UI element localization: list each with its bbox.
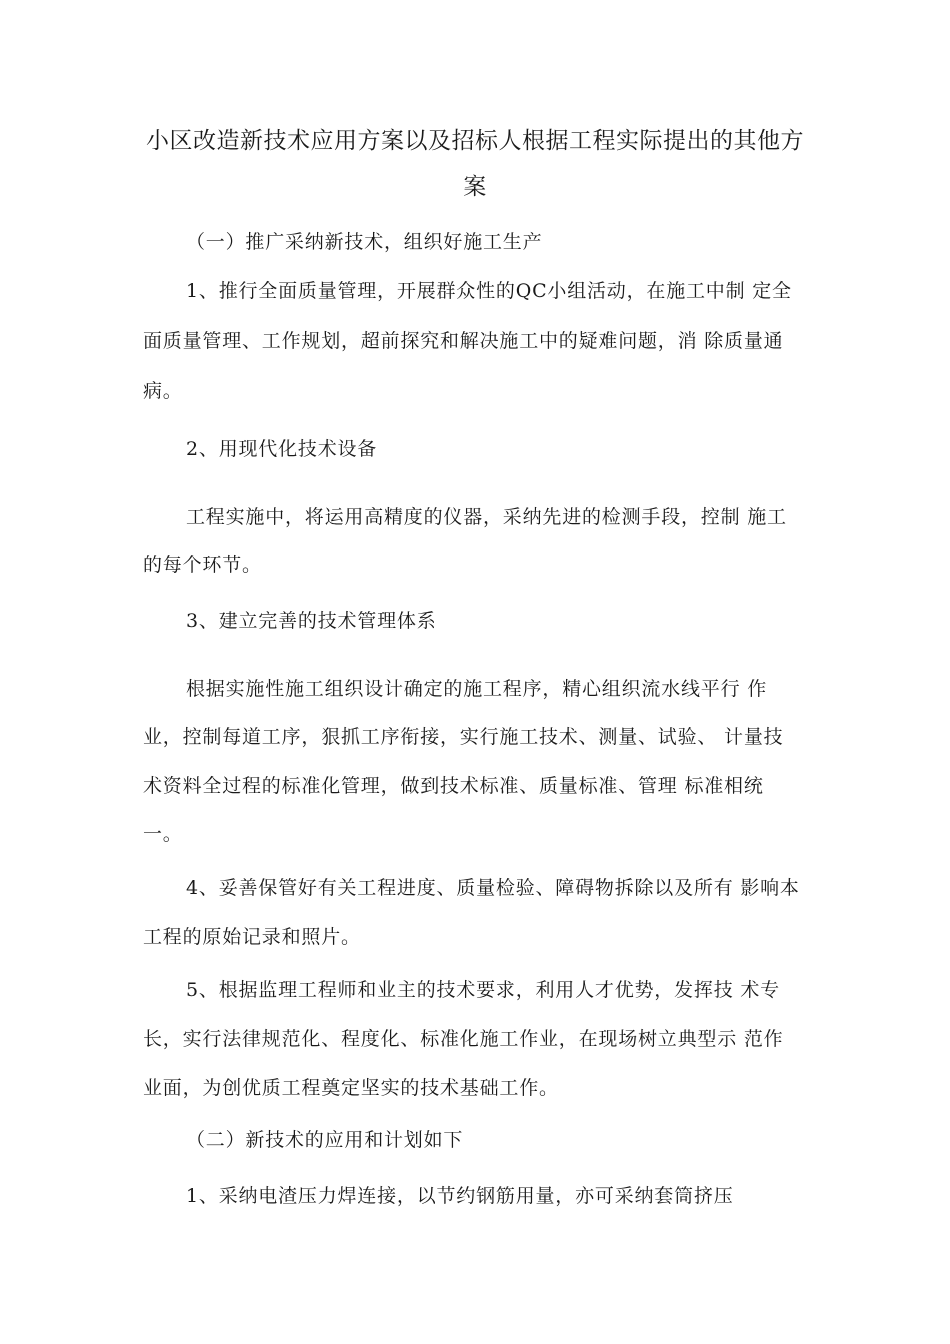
paragraph-3-line-4: 一。 [143,823,183,845]
paragraph-3-line-3: 术资料全过程的标准化管理，做到技术标准、质量标准、管理 标准相统 [143,775,764,797]
title-line-2: 案 [463,174,487,200]
paragraph-4-line-1: 4、妥善保管好有关工程进度、质量检验、障碍物拆除以及所有 影响本 [186,877,800,899]
title-line-1: 小区改造新技术应用方案以及招标人根据工程实际提出的其他方 [146,128,804,154]
paragraph-1-line-1: 1、推行全面质量管理，开展群众性的QC小组活动，在施工中制 定全 [186,280,792,302]
paragraph-3-line-2: 业，控制每道工序，狠抓工序衔接，实行施工技术、测量、试验、 计量技 [143,726,784,748]
paragraph-1-line-2: 面质量管理、工作规划，超前探究和解决施工中的疑难问题，消 除质量通 [143,330,784,352]
paragraph-1-line-3: 病。 [143,380,183,402]
paragraph-2-heading: 2、用现代化技术设备 [186,438,378,460]
paragraph-5-line-3: 业面，为创优质工程奠定坚实的技术基础工作。 [143,1077,559,1099]
paragraph-4-line-2: 工程的原始记录和照片。 [143,926,361,948]
document-title [140,118,810,210]
paragraph-3-heading: 3、建立完善的技术管理体系 [186,610,437,632]
section-heading-2: （二）新技术的应用和计划如下 [186,1129,464,1151]
paragraph-2-line-2: 的每个环节。 [143,554,262,576]
section-heading-1: （一）推广采纳新技术，组织好施工生产 [186,231,543,253]
paragraph-5-line-1: 5、根据监理工程师和业主的技术要求，利用人才优势，发挥技 术专 [186,979,780,1001]
paragraph-2-line-1: 工程实施中，将运用高精度的仪器，采纳先进的检测手段，控制 施工 [186,506,787,528]
paragraph-3-line-1: 根据实施性施工组织设计确定的施工程序，精心组织流水线平行 作 [186,678,768,700]
section-2-paragraph-1-line-1: 1、采纳电渣压力焊连接，以节约钢筋用量，亦可采纳套筒挤压 [186,1185,734,1207]
paragraph-5-line-2: 长，实行法律规范化、程度化、标准化施工作业，在现场树立典型示 范作 [143,1028,784,1050]
